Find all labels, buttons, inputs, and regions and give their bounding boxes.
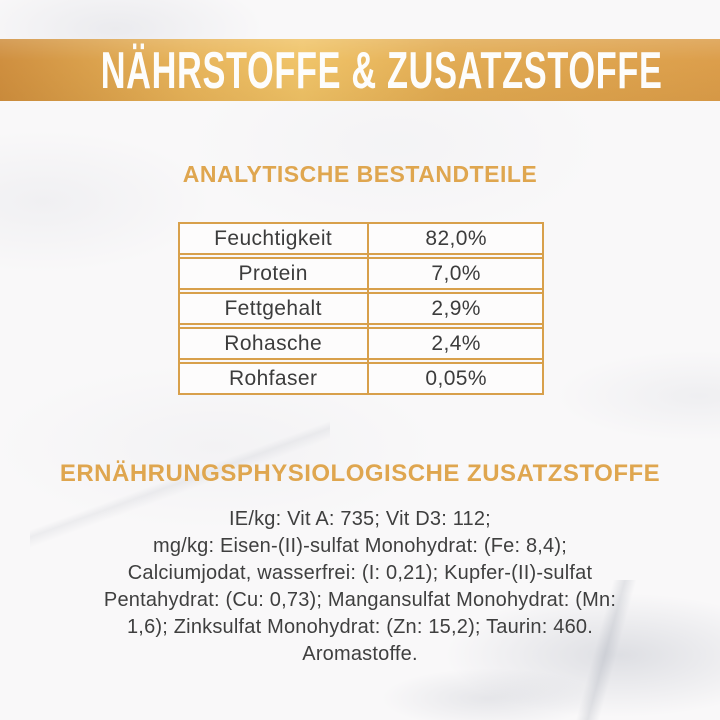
table-row: [178, 327, 544, 360]
table-row: [178, 292, 544, 325]
section-title-additives: ERNÄHRUNGSPHYSIOLOGISCHE ZUSATZSTOFFE: [59, 460, 661, 487]
text-line: Calciumjodat, wasserfrei: (I: 0,21); Kupfer-(II)-sulfat: [127, 562, 593, 584]
table-column-divider: [367, 222, 369, 395]
banner-title: NÄHRSTOFFE & ZUSATZSTOFFE: [100, 42, 663, 100]
row-value: 0,05%: [425, 366, 487, 390]
text-line: Aromastoffe.: [302, 643, 418, 665]
header-banner: [0, 39, 720, 101]
table-row: [178, 362, 544, 395]
text-line: Pentahydrat: (Cu: 0,73); Mangansulfat Monohydrat: (Mn:: [103, 589, 617, 611]
text-line: mg/kg: Eisen-(II)-sulfat Monohydrat: (Fe: 8,4);: [153, 535, 567, 557]
section-title-analytical: ANALYTISCHE BESTANDTEILE: [182, 161, 538, 187]
table-row: [178, 257, 544, 290]
row-label: Fettgehalt: [224, 296, 322, 320]
row-label: Rohasche: [224, 331, 323, 355]
nutrition-table: [178, 222, 544, 395]
row-value: 2,9%: [431, 296, 481, 320]
row-label: Protein: [238, 261, 308, 285]
additives-text: [35, 506, 685, 668]
row-value: 7,0%: [431, 261, 481, 285]
row-label: Rohfaser: [228, 366, 318, 390]
text-line: 1,6); Zinksulfat Monohydrat: (Zn: 15,2); Taurin: 460.: [126, 616, 593, 638]
row-value: 82,0%: [425, 226, 487, 250]
table-border-right: [542, 222, 544, 395]
table-row: [178, 222, 544, 255]
row-label: Feuchtigkeit: [214, 226, 333, 250]
text-line: IE/kg: Vit A: 735; Vit D3: 112;: [229, 508, 491, 530]
row-value: 2,4%: [431, 331, 481, 355]
table-border-left: [178, 222, 180, 395]
